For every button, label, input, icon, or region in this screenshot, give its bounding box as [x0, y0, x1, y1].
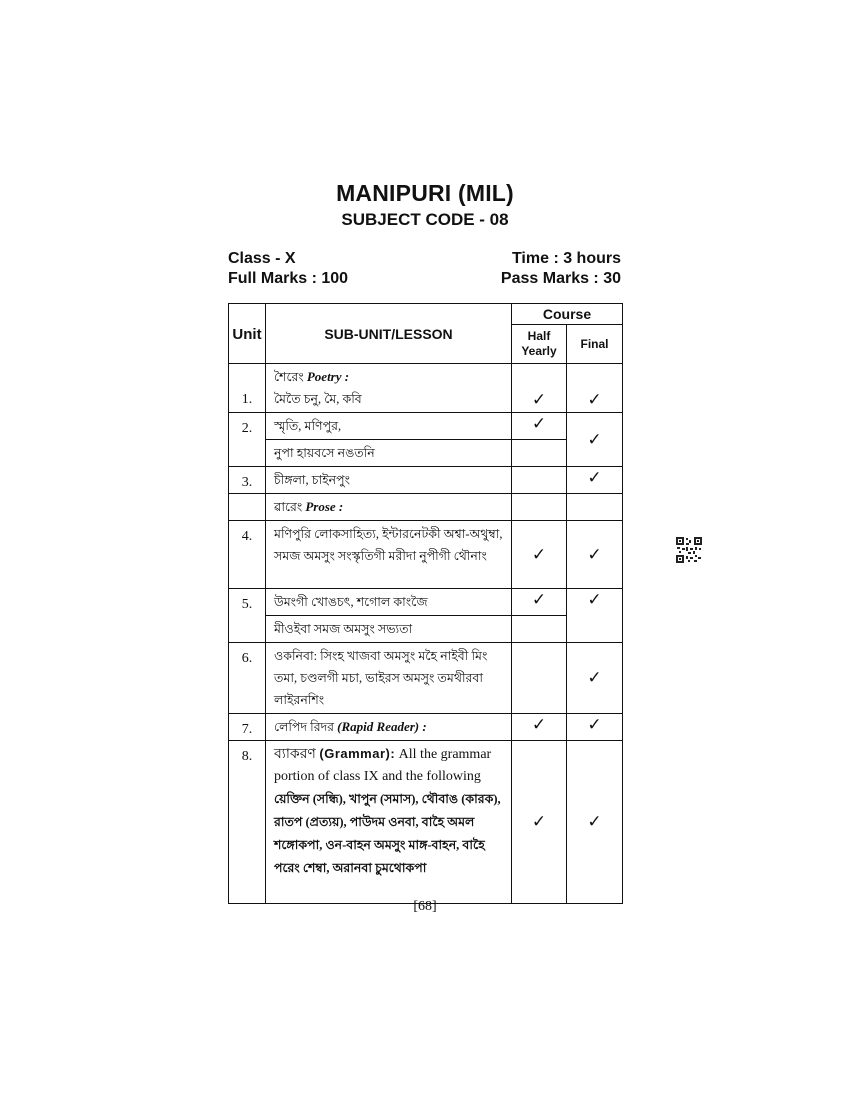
rapid-reader-native: লেপিদ রিদর: [274, 720, 335, 734]
poetry-heading: Poetry :: [306, 369, 350, 384]
check-mark: ✓: [567, 413, 623, 467]
lesson-text: চীঙ্গলা, চাইনপুং: [266, 467, 512, 494]
empty-cell: [229, 494, 266, 521]
course-header: Course: [512, 304, 623, 325]
lesson-cell: [266, 741, 512, 904]
half-yearly-header: Half Yearly: [512, 325, 567, 364]
class-label: Class - X: [228, 250, 296, 267]
pass-marks-label: Pass Marks : 30: [500, 270, 621, 287]
lesson-cell: [266, 714, 512, 741]
table-row: [229, 643, 623, 714]
check-mark: ✓: [512, 364, 567, 413]
qr-code-icon: [676, 537, 702, 563]
lesson-text: স্মৃতি, মণিপুর,: [266, 413, 512, 440]
table-row: [229, 413, 623, 440]
table-row: [229, 364, 623, 413]
page-title: MANIPURI (MIL): [336, 180, 514, 206]
empty-cell: [512, 494, 567, 521]
rapid-reader-label: (Rapid Reader) :: [337, 719, 427, 734]
unit-number: 7.: [229, 714, 266, 741]
table-row: [229, 440, 623, 467]
lesson-cell: [266, 364, 512, 413]
prose-heading: Prose :: [305, 499, 344, 514]
table-row: [229, 589, 623, 616]
unit-number: 1.: [229, 364, 266, 413]
prose-heading-native: ৱারেং: [274, 500, 303, 514]
grammar-topics: য়েক্তিন (সন্ধি), খাপুন (সমাস), থৌবাঙ (কারক), রাতপ (প্রত্যয়), পাউদম ওনবা, বাহৈ অমল শঙ্গোকপা, ওন-বাহন অমসুং মাঙ্গ-বাহন, বাহৈ পরেং শেম্বা, অরানবা চুমথোকপা: [274, 792, 501, 875]
unit-number: 8.: [229, 741, 266, 904]
subject-code: SUBJECT CODE - 08: [341, 210, 509, 229]
empty-cell: [512, 440, 567, 467]
lesson-text: মীওইবা সমজ অমসুং সভ্যতা: [266, 616, 512, 643]
table-row: [229, 521, 623, 589]
grammar-text: All the grammar portion of class IX and the following: [274, 747, 492, 784]
empty-cell: [567, 494, 623, 521]
check-mark: ✓: [567, 741, 623, 904]
unit-number: 6.: [229, 643, 266, 714]
check-mark: ✓: [567, 364, 623, 413]
unit-number: 4.: [229, 521, 266, 589]
check-mark: ✓: [567, 643, 623, 714]
grammar-native: ব্যাকরণ: [274, 747, 316, 762]
empty-cell: [512, 643, 567, 714]
check-mark: ✓: [512, 741, 567, 904]
check-mark: ✓: [512, 589, 567, 616]
check-mark: ✓: [567, 521, 623, 589]
syllabus-table: [228, 303, 623, 904]
unit-number: 5.: [229, 589, 266, 643]
table-row: [229, 714, 623, 741]
unit-number: 3.: [229, 467, 266, 494]
page-number: [68]: [413, 899, 437, 914]
lesson-text: নুপা হায়বসে নঙতনি: [266, 440, 512, 467]
lesson-cell: [266, 494, 512, 521]
table-row: [229, 616, 623, 643]
poetry-heading-native: শৈরেং: [274, 370, 304, 384]
check-mark: ✓: [567, 467, 623, 494]
table-row: [229, 467, 623, 494]
full-marks-label: Full Marks : 100: [228, 270, 349, 287]
empty-cell: [512, 616, 567, 643]
final-header: Final: [567, 325, 623, 364]
sub-unit-header: SUB-UNIT/LESSON: [266, 304, 512, 364]
check-mark: ✓: [512, 714, 567, 741]
lesson-text: ওকনিবা: সিংহ খাজবা অমসুং মহৈ নাইবী মিং তমা, চণ্ডলগী মচা, ভাইরস অমসুং তমথীরবা লাইরনশিং: [266, 643, 512, 714]
unit-number: 2.: [229, 413, 266, 467]
grammar-label: (Grammar):: [319, 746, 396, 761]
empty-cell: [512, 467, 567, 494]
table-row: [229, 494, 623, 521]
check-mark: ✓: [567, 589, 623, 643]
lesson-text: মৈতৈ চনু, মৈ, কবি: [274, 392, 362, 406]
check-mark: ✓: [512, 413, 567, 440]
lesson-text: মণিপুরি লোকসাহিত্য, ইন্টারনেটকী অশ্বা-অথুম্বা, সমজ অমসুং সংস্কৃতিগী মরীদা নুপীগী থৌনাং: [266, 521, 512, 589]
time-label: Time : 3 hours: [511, 250, 621, 267]
lesson-text: উমংগী খোঙচৎ, শগোল কাংজৈ: [266, 589, 512, 616]
check-mark: ✓: [512, 521, 567, 589]
unit-header: Unit: [229, 304, 266, 364]
table-row: [229, 741, 623, 904]
check-mark: ✓: [567, 714, 623, 741]
